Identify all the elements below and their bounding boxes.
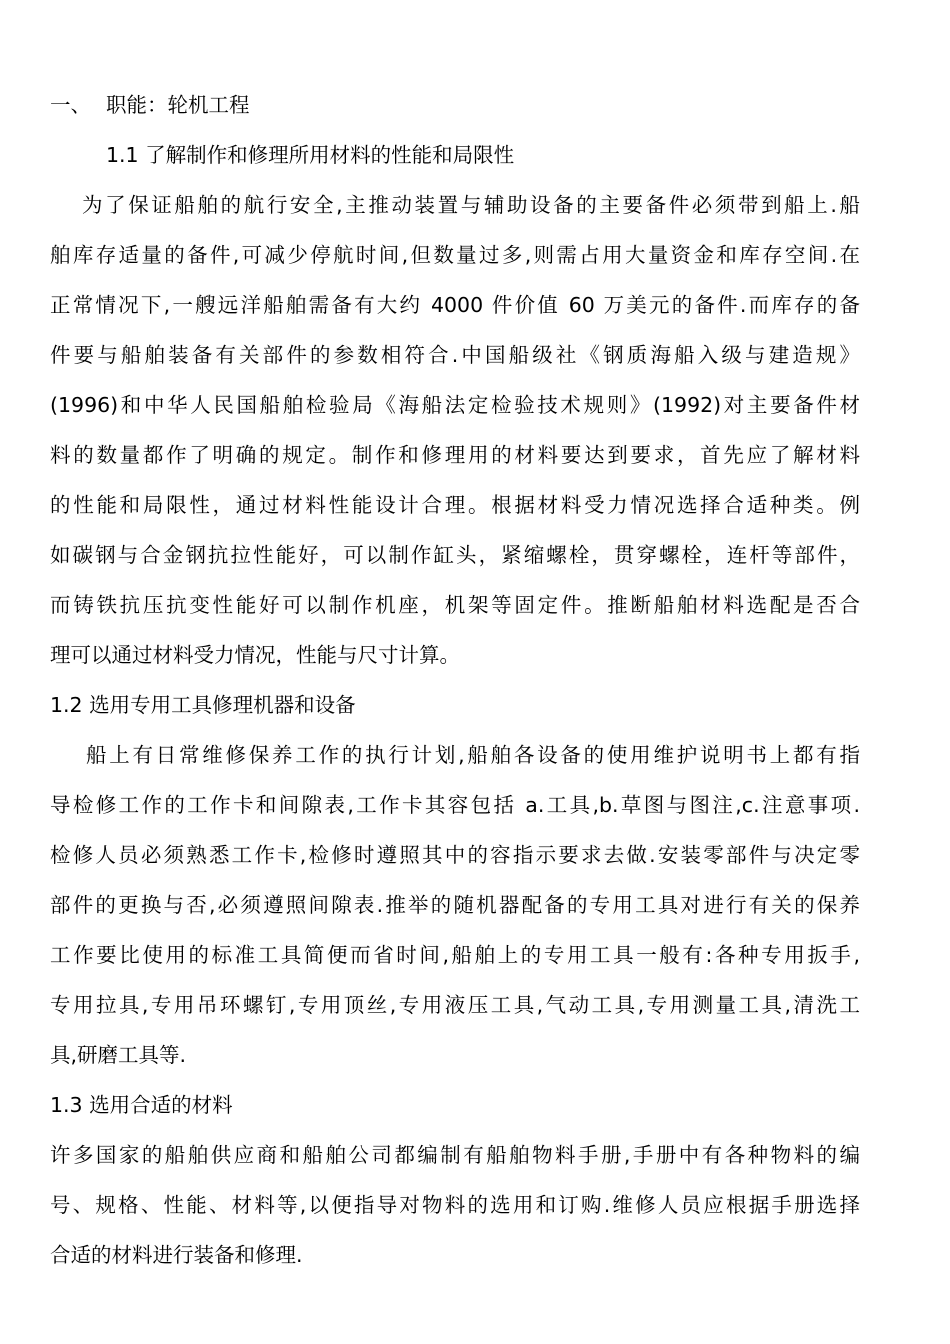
section-1-1-line: (1996)和中华人民国船舶检验局《海船法定检验技术规则》(1992)对主要备件材 bbox=[50, 393, 860, 417]
section-1-2-line: 具,研磨工具等. bbox=[50, 1043, 187, 1067]
section-1-2-line: 工作要比使用的标准工具简便而省时间,船舶上的专用工具一般有:各种专用扳手, bbox=[50, 943, 860, 967]
section-1-1-line: 料的数量都作了明确的规定。制作和修理用的材料要达到要求，首先应了解材料 bbox=[50, 443, 860, 467]
section-1-1-line: 理可以通过材料受力情况，性能与尺寸计算。 bbox=[50, 643, 460, 667]
heading-1-number: 一、 bbox=[50, 93, 91, 117]
section-1-2-line: 部件的更换与否,必须遵照间隙表.推举的随机器配备的专用工具对进行有关的保养 bbox=[50, 893, 860, 917]
document-page bbox=[50, 80, 860, 1280]
section-1-3-title: 1.3 选用合适的材料 bbox=[50, 1093, 233, 1117]
section-1-2-line: 船上有日常维修保养工作的执行计划,船舶各设备的使用维护说明书上都有指 bbox=[86, 743, 860, 767]
heading-1 bbox=[50, 80, 860, 130]
section-1-1-line: 的性能和局限性，通过材料性能设计合理。根据材料受力情况选择合适种类。例 bbox=[50, 493, 860, 517]
section-1-2-line: 专用拉具,专用吊环螺钉,专用顶丝,专用液压工具,气动工具,专用测量工具,清洗工 bbox=[50, 993, 860, 1017]
section-1-2-line: 检修人员必须熟悉工作卡,检修时遵照其中的容指示要求去做.安装零部件与决定零 bbox=[50, 843, 860, 867]
section-1-1-line: 舶库存适量的备件,可减少停航时间,但数量过多,则需占用大量资金和库存空间.在 bbox=[50, 243, 860, 267]
section-1-2-title: 1.2 选用专用工具修理机器和设备 bbox=[50, 693, 356, 717]
section-1-3-line: 许多国家的船舶供应商和船舶公司都编制有船舶物料手册,手册中有各种物料的编 bbox=[50, 1143, 860, 1167]
heading-1-title: 职能：轮机工程 bbox=[106, 93, 250, 117]
section-1-1-line: 如碳钢与合金钢抗拉性能好，可以制作缸头，紧缩螺栓，贯穿螺栓，连杆等部件， bbox=[50, 543, 860, 567]
section-1-2-line: 导检修工作的工作卡和间隙表,工作卡其容包括 a.工具,b.草图与图注,c.注意事项. bbox=[50, 793, 860, 817]
section-1-1-line: 正常情况下,一艘远洋船舶需备有大约 4000 件价值 60 万美元的备件.而库存的备 bbox=[50, 293, 860, 317]
section-1-1-title: 1.1 了解制作和修理所用材料的性能和局限性 bbox=[106, 143, 515, 167]
section-1-3-line: 号、规格、性能、材料等,以便指导对物料的选用和订购.维修人员应根据手册选择 bbox=[50, 1193, 860, 1217]
section-1-1-line: 而铸铁抗压抗变性能好可以制作机座，机架等固定件。推断船舶材料选配是否合 bbox=[50, 593, 860, 617]
section-1-1-line: 为了保证船舶的航行安全,主推动装置与辅助设备的主要备件必须带到船上.船 bbox=[82, 193, 860, 217]
section-1-3-line: 合适的材料进行装备和修理. bbox=[50, 1243, 303, 1267]
section-1-1-line: 件要与船舶装备有关部件的参数相符合.中国船级社《钢质海船入级与建造规》 bbox=[50, 343, 860, 367]
